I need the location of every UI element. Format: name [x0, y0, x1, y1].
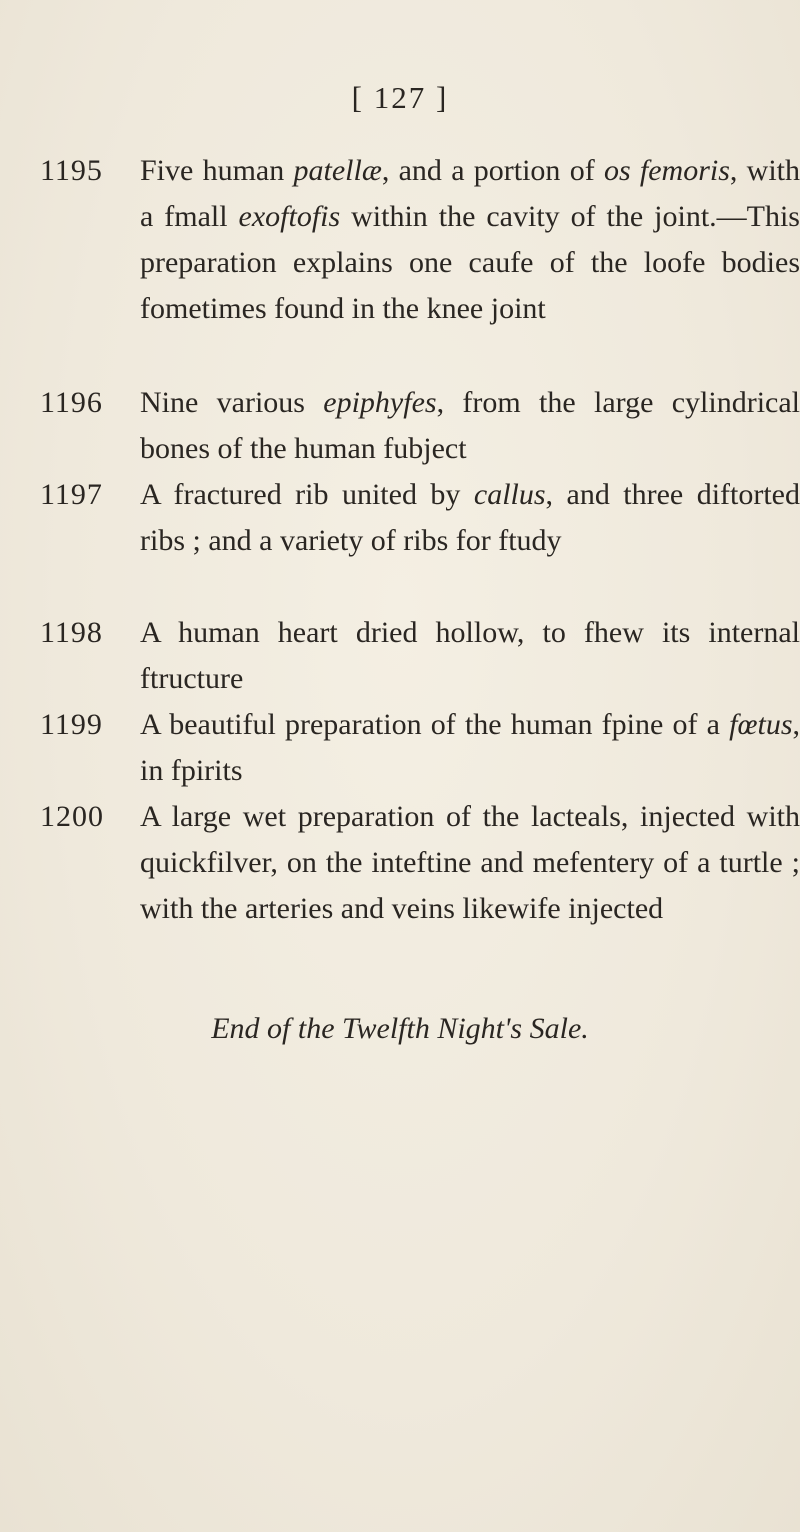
text-run: Nine various	[140, 386, 324, 419]
lot-number: 1195	[40, 154, 103, 187]
italic-term: epiphyfes	[323, 386, 437, 419]
lot-description	[140, 610, 800, 702]
colophon: End of the Twelfth Night's Sale.	[211, 1012, 589, 1045]
catalogue-entry	[40, 702, 800, 794]
lot-description	[140, 380, 800, 472]
text-run: , with a fmall	[140, 154, 800, 233]
text-run: , in fpirits	[140, 708, 800, 787]
text-run: , from the large cylindrical bones of the human fubject	[140, 386, 800, 465]
text-run: Five human	[140, 154, 294, 187]
text-run: A fractured rib united by	[140, 478, 474, 511]
text-run: , and three diftorted ribs ; and a variety of ribs for ftudy	[140, 478, 800, 557]
lot-description	[140, 472, 800, 564]
italic-term: callus	[473, 478, 546, 511]
lot-number: 1196	[40, 386, 103, 419]
catalogue-entry	[40, 148, 800, 332]
catalogue-entry	[40, 610, 800, 702]
lot-number: 1199	[40, 708, 103, 741]
italic-term: patellæ	[293, 154, 382, 187]
page-number-header: [ 127 ]	[351, 80, 449, 115]
catalogue-entry	[40, 472, 800, 564]
text-run: A beautiful preparation of the human fpine of a	[140, 708, 730, 741]
catalogue-entry	[40, 794, 800, 932]
text-run: within the cavity of the joint.—This preparation explains one caufe of the loofe bodies fometimes found in the knee joint	[140, 200, 800, 325]
italic-term: os femoris	[603, 154, 730, 187]
lot-description	[140, 794, 800, 932]
catalogue-entry	[40, 380, 800, 472]
italic-term: exoftofis	[238, 200, 341, 233]
text-run: A large wet preparation of the lacteals, injected with quickfilver, on the inteftine and mefentery of a turtle ; with the arteries and veins likewife injected	[140, 800, 800, 925]
text-run: , and a portion of	[381, 154, 604, 187]
lot-description	[140, 702, 800, 794]
text-run: A human heart dried hollow, to fhew its internal ftructure	[140, 616, 800, 695]
lot-number: 1200	[40, 800, 104, 833]
italic-term: fœtus	[729, 708, 793, 741]
lot-number: 1197	[40, 478, 103, 511]
lot-description	[140, 148, 800, 332]
lot-number: 1198	[40, 616, 103, 649]
